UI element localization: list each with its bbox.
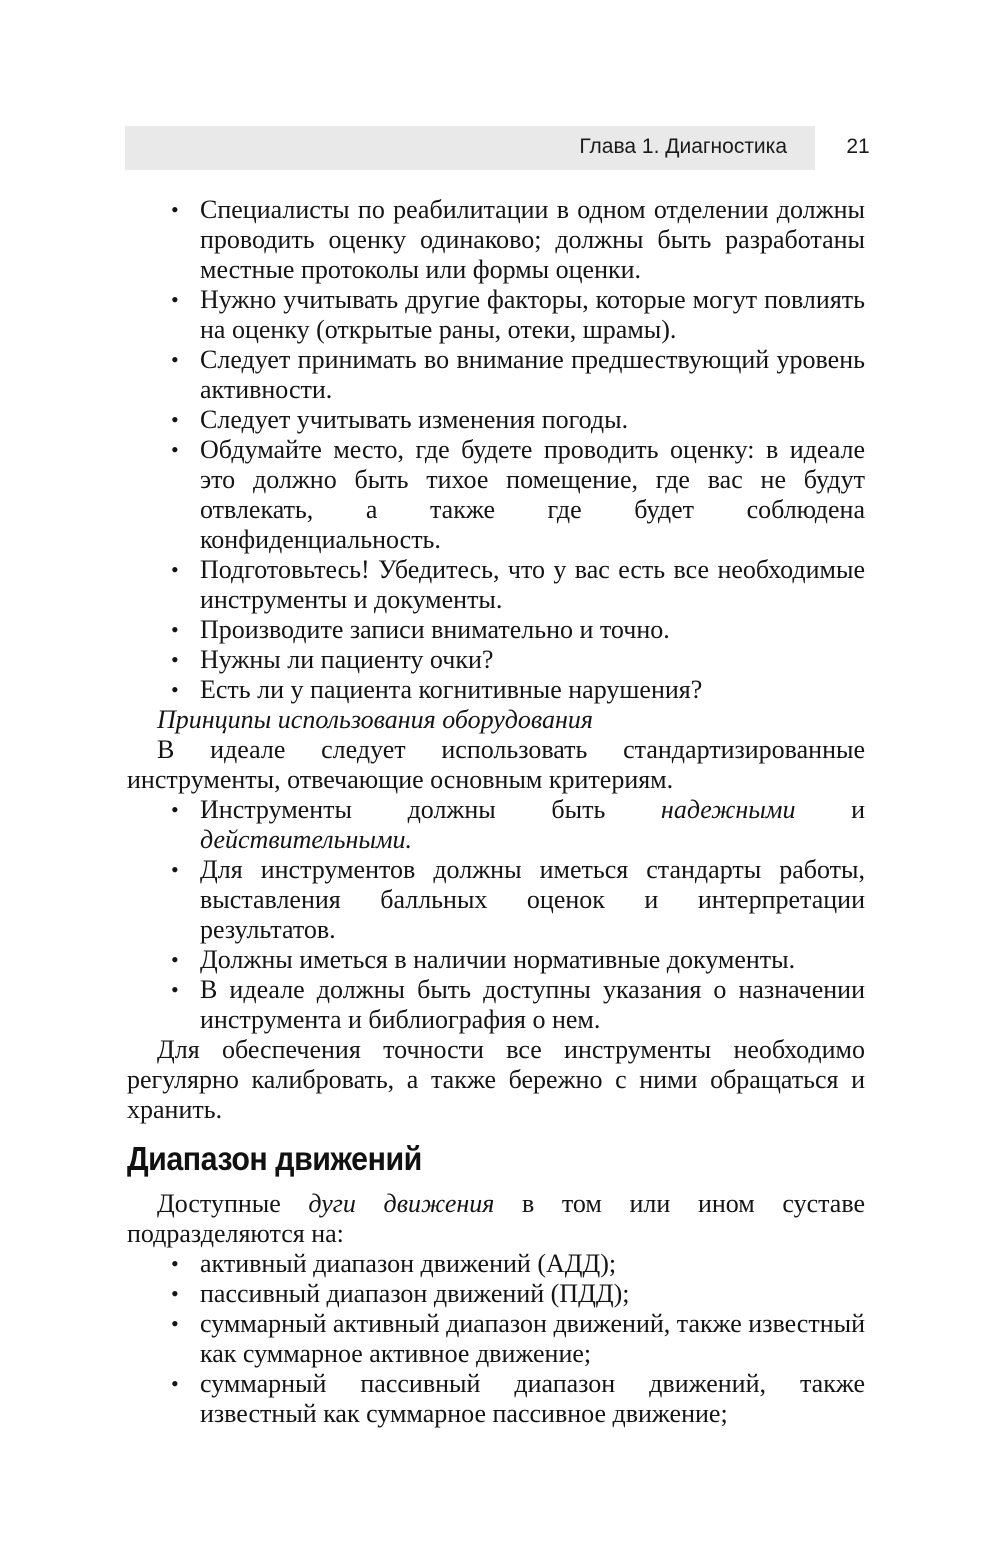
range-list <box>127 1249 865 1429</box>
section-title: Диапазон движений <box>127 1140 422 1177</box>
running-header <box>125 126 815 170</box>
list-item: • Следует принимать во внимание предшествующий уровень активности. <box>171 345 865 404</box>
assessment-list <box>127 195 865 705</box>
list-item: • суммарный пассивный диапазон движений, также известный как суммарное пассивное движение; <box>171 1369 865 1428</box>
emphasis: действительными. <box>200 825 413 854</box>
list-item: • В идеале должны быть доступны указания о назначении инструмента и библиография о нем. <box>171 975 865 1034</box>
equipment-subheading: Принципы использования оборудования <box>157 705 593 734</box>
range-intro: Доступные дуги движения в том или ином суставе подразделяются на: <box>127 1189 865 1248</box>
list-item: • активный диапазон движений (АДД); <box>171 1249 617 1278</box>
equipment-outro: Для обеспечения точности все инструменты необходимо регулярно калибровать, а также бережно с ними обращаться и хранить. <box>127 1035 865 1124</box>
page-body <box>127 195 865 1429</box>
list-item: • пассивный диапазон движений (ПДД); <box>171 1279 630 1308</box>
list-item: • Подготовьтесь! Убедитесь, что у вас есть все необходимые инструменты и документы. <box>171 555 865 614</box>
list-item: • суммарный активный диапазон движений, также известный как суммарное активное движение; <box>171 1309 865 1368</box>
list-item: • Инструменты должны быть надежными и действительными. <box>171 795 865 854</box>
list-item: • Есть ли у пациента когнитивные нарушения? <box>171 675 703 704</box>
list-item: • Должны иметься в наличии нормативные документы. <box>171 945 796 974</box>
list-item: • Нужно учитывать другие факторы, которые могут повлиять на оценку (открытые раны, отеки, шрамы). <box>171 285 865 344</box>
emphasis: дуги движения <box>308 1189 495 1218</box>
equipment-intro: В идеале следует использовать стандартизированные инструменты, отвечающие основным критериям. <box>127 735 865 794</box>
equipment-list <box>127 795 865 1035</box>
page-number: 21 <box>846 135 870 158</box>
list-item: • Специалисты по реабилитации в одном отделении должны проводить оценку одинаково; должны быть разработаны местные протоколы или формы оценки. <box>171 195 865 284</box>
list-item: • Обдумайте место, где будете проводить оценку: в идеале это должно быть тихое помещение, где вас не будут отвлекать, а также где будет соблюдена конфиденциальность. <box>171 435 865 554</box>
list-item: • Следует учитывать изменения погоды. <box>171 405 629 434</box>
chapter-title: Глава 1. Диагностика <box>579 135 787 158</box>
list-item: • Для инструментов должны иметься стандарты работы, выставления балльных оценок и интерпретации результатов. <box>171 855 865 944</box>
emphasis: надежными <box>660 795 796 824</box>
list-item: • Нужны ли пациенту очки? <box>171 645 494 674</box>
list-item: • Производите записи внимательно и точно. <box>171 615 670 644</box>
